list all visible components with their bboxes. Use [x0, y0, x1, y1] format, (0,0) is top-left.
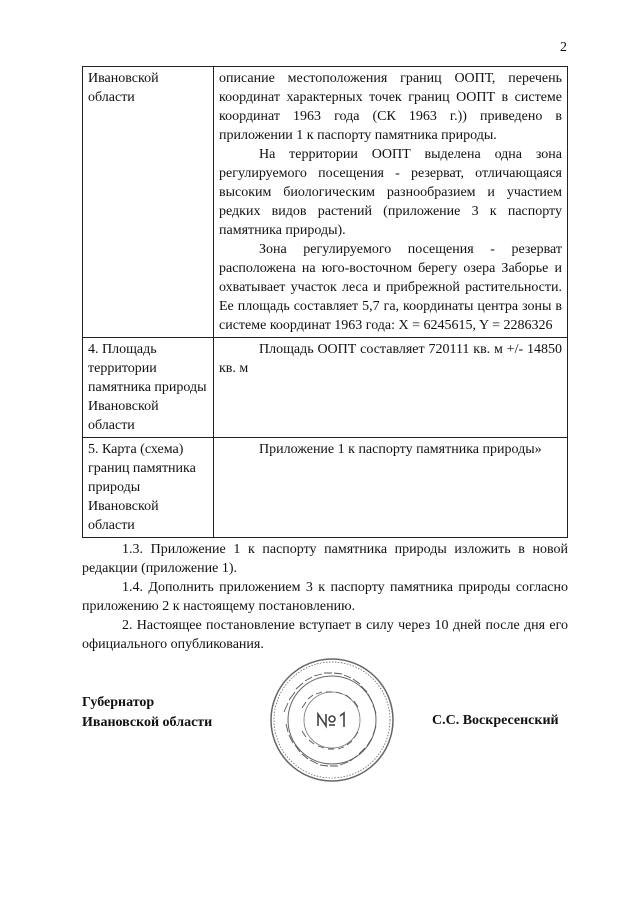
- stamp-number-glyph: [318, 713, 344, 727]
- row-label: Ивановской области: [83, 67, 214, 338]
- signatory-name: С.С. Воскресенский: [432, 713, 559, 728]
- stamp-inner-ring: [304, 692, 360, 748]
- signatory-title: [82, 693, 212, 733]
- stamp-outer-ring: [271, 659, 393, 781]
- body-paragraph: 1.4. Дополнить приложением 3 к паспорту памятника природы согласно приложению 2 к настоящему постановлению.: [82, 580, 568, 614]
- row-content: [214, 438, 568, 538]
- page-number: 2: [560, 40, 567, 55]
- table-row: [83, 67, 568, 338]
- passport-table: [82, 66, 568, 538]
- body-text: [82, 540, 568, 654]
- signatory-title-line: Губернатор: [82, 695, 155, 710]
- row-label: 5. Карта (схема) границ памятника природы Ивановской области: [83, 438, 214, 538]
- signatory-title-line: Ивановской области: [82, 715, 213, 730]
- content-paragraph: Приложение 1 к паспорту памятника природы»: [259, 442, 542, 457]
- content-paragraph: описание местоположения границ ООПТ, перечень координат характерных точек границ ООПТ в системе координат 1963 года (СК 1963 г.)) приведено в приложении 1 к паспорту памятника природы.: [219, 71, 562, 143]
- row-content: [214, 338, 568, 438]
- content-paragraph: Зона регулируемого посещения - резерват расположена на юго-восточном берегу озера Заборье и охватывает участок леса и прибрежной растительности. Ее площадь составляет 5,7 га, координаты центра зоны в системе координат 1963 года: X = 6245615, Y = 2286326: [219, 242, 562, 333]
- table-row: [83, 338, 568, 438]
- content-paragraph: На территории ООПТ выделена одна зона регулируемого посещения - резерват, отличающаяся высоким биологическим разнообразием и участием редких видов растений (приложение 3 к паспорту памятника природы).: [219, 147, 562, 238]
- row-label: 4. Площадь территории памятника природы Ивановской области: [83, 338, 214, 438]
- body-paragraph: 1.3. Приложение 1 к паспорту памятника природы изложить в новой редакции (приложение 1).: [82, 542, 568, 576]
- row-content: [214, 67, 568, 338]
- content-paragraph: Площадь ООПТ составляет 720111 кв. м +/- 14850 кв. м: [219, 342, 562, 376]
- stamp-dotted-ring: [274, 662, 390, 778]
- table-row: [83, 438, 568, 538]
- official-stamp: [268, 656, 396, 784]
- body-paragraph: 2. Настоящее постановление вступает в силу через 10 дней после дня его официального опубликования.: [82, 618, 568, 652]
